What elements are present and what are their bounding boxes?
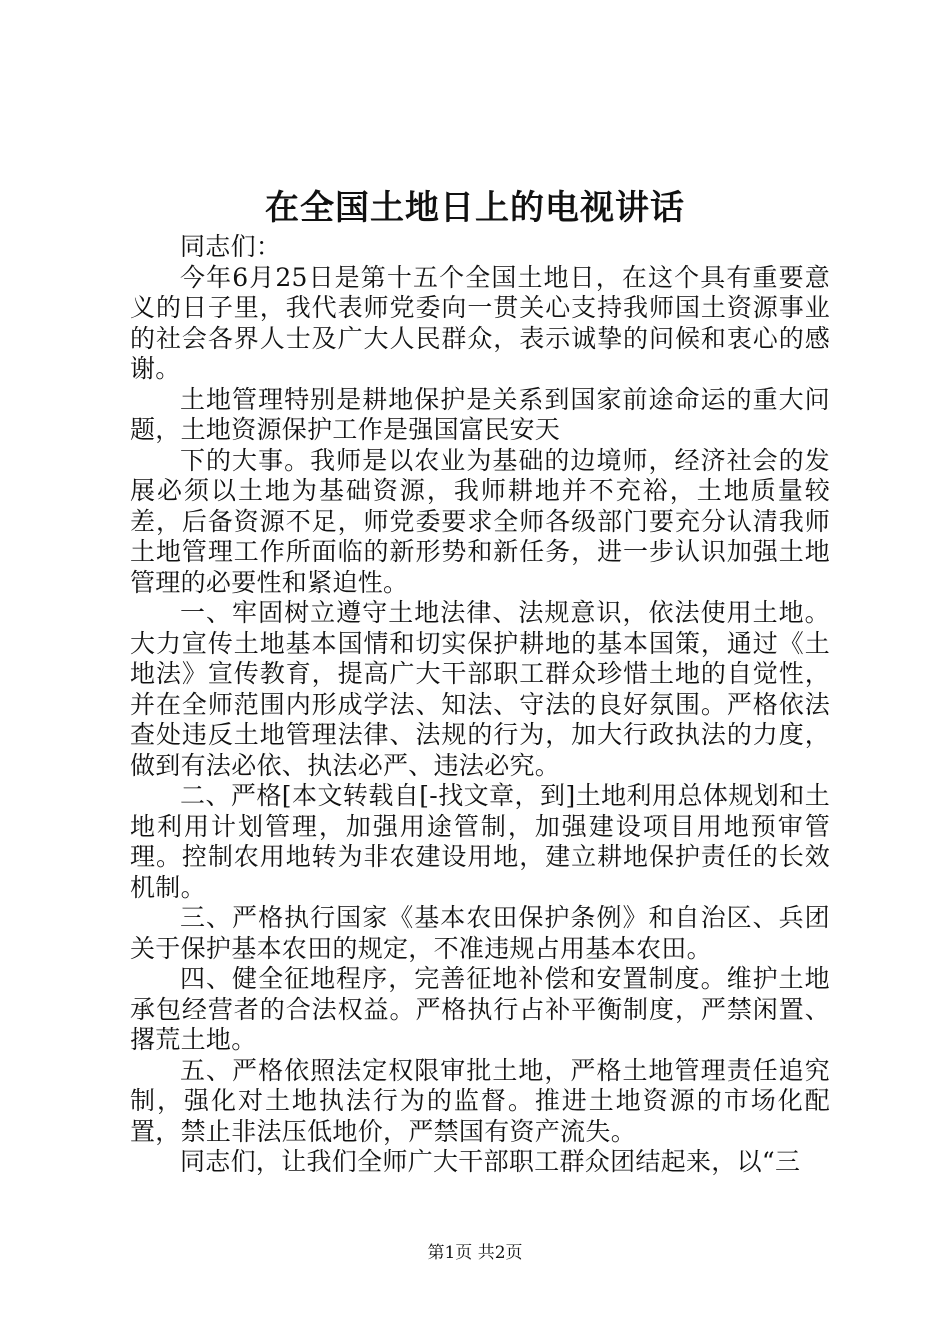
body-paragraph: 二、严格[本文转载自[-找文章，到]土地利用总体规划和土地利用计划管理，加强用途管制，加强建设项目用地预审管理。控制农用地转为非农建设用地，建立耕地保护责任的长效机制。 xyxy=(130,781,830,902)
body-paragraph: 一、牢固树立遵守土地法律、法规意识，依法使用土地。大力宣传土地基本国情和切实保护耕地的基本国策，通过《土地法》宣传教育，提高广大干部职工群众珍惜土地的自觉性，并在全师范围内形成学法、知法、守法的良好氛围。严格依法查处违反土地管理法律、法规的行为，加大行政执法的力度，做到有法必依、执法必严、违法必究。 xyxy=(130,598,830,780)
document-title: 在全国土地日上的电视讲话 xyxy=(265,188,685,228)
salutation-paragraph: 同志们： xyxy=(180,232,282,261)
body-paragraph: 同志们，让我们全师广大干部职工群众团结起来，以“三 xyxy=(180,1147,801,1176)
body-paragraph: 土地管理特别是耕地保护是关系到国家前途命运的重大问题，土地资源保护工作是强国富民安天 xyxy=(130,384,830,444)
body-paragraph: 三、严格执行国家《基本农田保护条例》和自治区、兵团关于保护基本农田的规定，不准违规占用基本农田。 xyxy=(130,903,830,963)
body-paragraph: 下的大事。我师是以农业为基础的边境师，经济社会的发展必须以土地为基础资源，我师耕地并不充裕，土地质量较差，后备资源不足，师党委要求全师各级部门要充分认清我师土地管理工作所面临的新形势和新任务，进一步认识加强土地管理的必要性和紧迫性。 xyxy=(130,445,830,597)
body-paragraph: 四、健全征地程序，完善征地补偿和安置制度。维护土地承包经营者的合法权益。严格执行占补平衡制度，严禁闲置、撂荒土地。 xyxy=(130,964,830,1054)
document-body xyxy=(130,232,830,1178)
body-paragraph: 五、严格依照法定权限审批土地，严格土地管理责任追究制，强化对土地执法行为的监督。推进土地资源的市场化配置，禁止非法压低地价，严禁国有资产流失。 xyxy=(130,1055,830,1146)
body-paragraph: 今年6月25日是第十五个全国土地日，在这个具有重要意义的日子里，我代表师党委向一贯关心支持我师国土资源事业的社会各界人士及广大人民群众，表示诚挚的问候和衷心的感谢。 xyxy=(130,262,830,383)
page-number-footer: 第1页 共2页 xyxy=(427,1243,523,1263)
